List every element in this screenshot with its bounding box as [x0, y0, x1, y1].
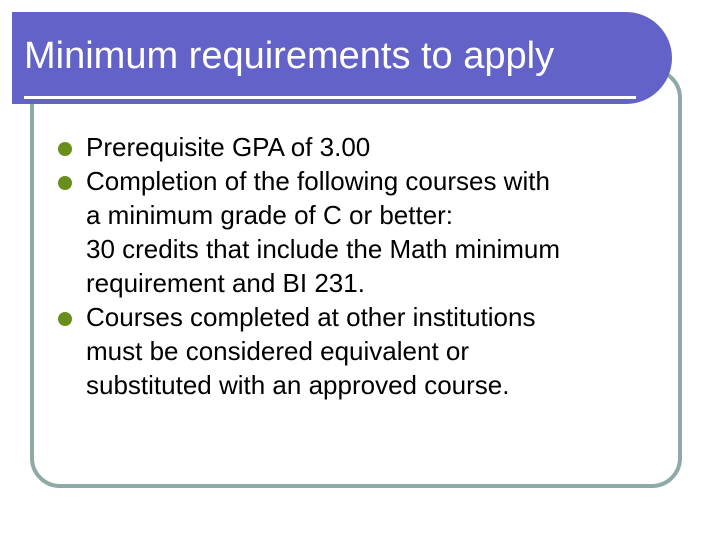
bullet-dot-icon [58, 176, 72, 190]
bullet-item-courses [56, 164, 676, 300]
bullet-list [56, 130, 676, 402]
bullet-item-gpa [56, 130, 676, 164]
bullet-text-line: requirement and BI 231. [86, 268, 365, 298]
bullet-text-line: Completion of the following courses with [86, 166, 550, 196]
bullet-text-line: Courses completed at other institutions [86, 302, 536, 332]
slide-title: Minimum requirements to apply [24, 35, 555, 77]
bullet-text-line: must be considered equivalent or [86, 336, 470, 366]
bullet-text-line: 30 credits that include the Math minimum [86, 234, 560, 264]
title-underline [24, 96, 636, 99]
bullet-item-transfer-courses [56, 300, 676, 402]
bullet-dot-icon [58, 142, 72, 156]
bullet-text-line: a minimum grade of C or better: [86, 200, 454, 230]
bullet-dot-icon [58, 312, 72, 326]
bullet-text-line: substituted with an approved course. [86, 370, 510, 400]
bullet-text-line: Prerequisite GPA of 3.00 [86, 132, 371, 162]
